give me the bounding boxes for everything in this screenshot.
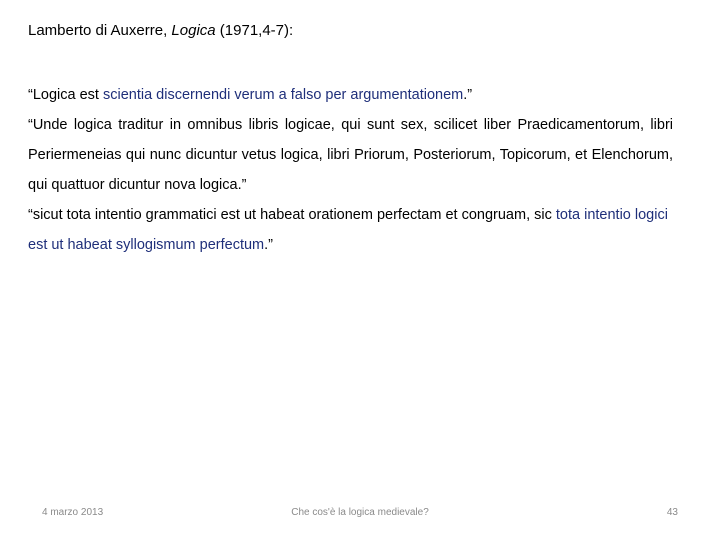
title-work: Logica — [171, 22, 216, 39]
quote-intentio — [28, 200, 673, 260]
quote-definition — [28, 80, 673, 110]
title-author: Lamberto di Auxerre, — [28, 22, 172, 39]
slide-title — [28, 20, 293, 42]
quote-text: “sicut tota intentio grammatici est ut habeat orationem perfectam et congruam, sic — [28, 207, 556, 223]
quote-text: “Logica est — [28, 87, 103, 103]
quote-highlight: tota intentio logici est ut habeat syllogismum perfectum — [28, 207, 668, 253]
footer-title: Che cos'è la logica medievale? — [291, 507, 429, 518]
slide-body — [28, 80, 673, 260]
page-number: 43 — [666, 507, 678, 518]
quote-text: .” — [264, 237, 273, 253]
quote-text: .” — [463, 87, 473, 103]
title-reference: (1971,4-7): — [215, 22, 294, 39]
quote-books: “Unde logica traditur in omnibus libris logicae, qui sunt sex, scilicet liber Praedicamentorum, libri Periermeneias qui nunc dicuntur vetus logica, libri Priorum, Posteriorum, Topicorum, et Elenchorum, qui quattuor dicuntur nova logica.” — [28, 117, 673, 193]
quote-highlight: scientia discernendi verum a falso per argumentationem — [102, 87, 464, 103]
footer-date: 4 marzo 2013 — [42, 507, 104, 518]
